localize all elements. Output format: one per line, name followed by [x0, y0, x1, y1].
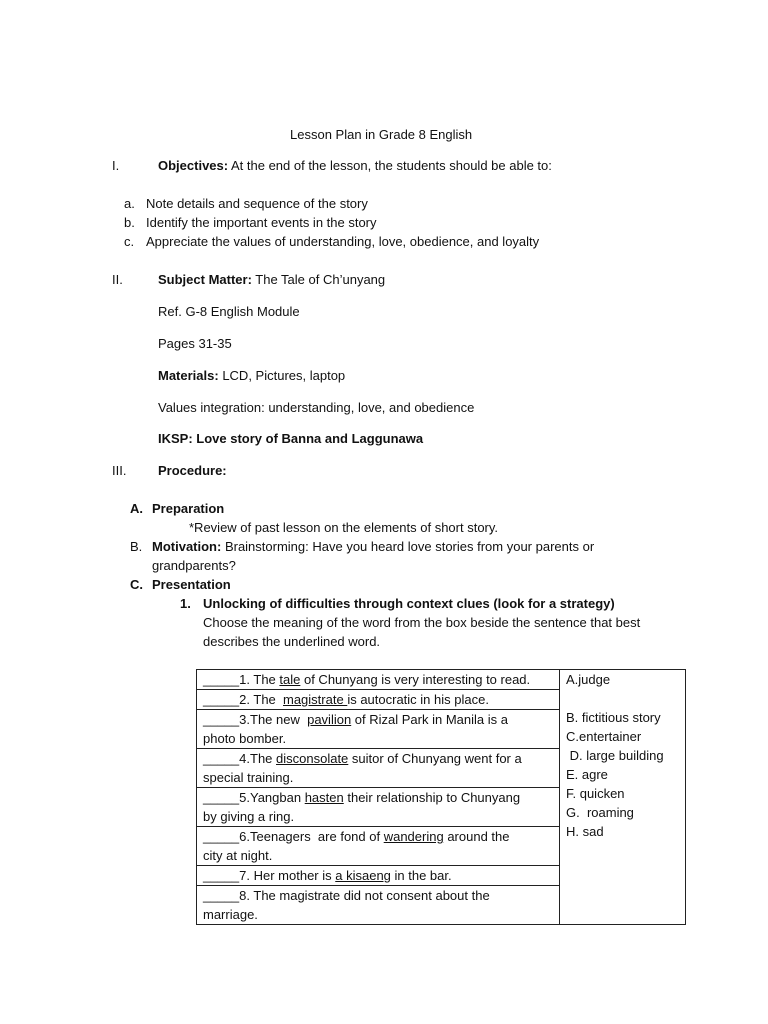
subject-number: II. [112, 272, 123, 287]
question-text: 3.The new [239, 712, 308, 727]
step1-label: Unlocking of difficulties through context clues (look for a strategy) [203, 596, 615, 611]
underlined-word: a kisaeng [335, 868, 391, 883]
procedure-a-label: Preparation [152, 501, 225, 516]
underlined-word: magistrate [283, 692, 348, 707]
question-cell [197, 866, 560, 886]
answer-blank[interactable]: _____ [203, 672, 240, 687]
question-cell [197, 670, 560, 690]
objectives-heading [158, 156, 552, 175]
motivation-text: Brainstorming: Have you heard love stories from your parents or [221, 539, 595, 554]
step1-instructions-line2: describes the underlined word. [203, 634, 381, 649]
objective-letter: c. [124, 234, 135, 249]
question-text-line2: special training. [203, 770, 294, 785]
objectives-text: At the end of the lesson, the students should be able to: [228, 158, 552, 173]
procedure-b-line1 [152, 537, 594, 556]
subject-text: The Tale of Ch’unyang [251, 272, 386, 287]
option-item: E. agre [566, 767, 608, 782]
answer-blank[interactable]: _____ [203, 868, 240, 883]
objective-text: Appreciate the values of understanding, love, obedience, and loyalty [146, 234, 540, 249]
question-text: suitor of Chunyang went for a [348, 751, 522, 766]
question-text: 8. The magistrate did not consent about the [239, 888, 490, 903]
answer-blank[interactable]: _____ [203, 751, 240, 766]
question-text: around the [443, 829, 510, 844]
option-spacer [566, 689, 679, 708]
question-cell [197, 788, 560, 827]
question-text: 5.Yangban [239, 790, 305, 805]
answer-blank[interactable]: _____ [203, 888, 240, 903]
question-text: 6.Teenagers are fond of [239, 829, 384, 844]
objectives-number: I. [112, 158, 120, 173]
option-item: B. fictitious story [566, 710, 661, 725]
objective-letter: b. [124, 215, 135, 230]
underlined-word: wandering [383, 829, 444, 844]
question-text-line2: city at night. [203, 848, 273, 863]
question-text: in the bar. [390, 868, 452, 883]
option-item: H. sad [566, 824, 604, 839]
underlined-word: tale [279, 672, 301, 687]
question-text: 7. Her mother is [239, 868, 336, 883]
subject-reference: Ref. G-8 English Module [158, 304, 300, 319]
question-text: of Rizal Park in Manila is a [351, 712, 508, 727]
subject-label: Subject Matter: [158, 272, 252, 287]
subject-pages: Pages 31-35 [158, 336, 232, 351]
option-item: A.judge [566, 672, 611, 687]
page-title: Lesson Plan in Grade 8 English [290, 127, 473, 142]
procedure-b-letter: B. [130, 539, 143, 554]
question-cell [197, 710, 560, 749]
procedure-heading: Procedure: [158, 463, 227, 478]
question-text: 4.The [239, 751, 277, 766]
option-item: C.entertainer [566, 729, 642, 744]
objective-text: Note details and sequence of the story [146, 196, 368, 211]
subject-materials [158, 366, 345, 385]
option-item: D. large building [566, 748, 664, 763]
procedure-a-text: *Review of past lesson on the elements of short story. [189, 520, 499, 535]
subject-iksp: IKSP: Love story of Banna and Laggunawa [158, 431, 424, 446]
question-text: their relationship to Chunyang [343, 790, 521, 805]
step1-instructions-line1: Choose the meaning of the word from the box beside the sentence that best [203, 615, 641, 630]
question-text-line2: marriage. [203, 907, 258, 922]
underlined-word: hasten [304, 790, 344, 805]
step1-number: 1. [180, 596, 191, 611]
option-item: F. quicken [566, 786, 625, 801]
answer-blank[interactable]: _____ [203, 692, 240, 707]
question-text: is autocratic in his place. [347, 692, 489, 707]
materials-label: Materials: [158, 368, 219, 383]
question-cell [197, 690, 560, 710]
underlined-word: pavilion [307, 712, 352, 727]
question-text: 1. The [239, 672, 280, 687]
subject-values: Values integration: understanding, love, and obedience [158, 400, 475, 415]
answer-blank[interactable]: _____ [203, 712, 240, 727]
question-text-line2: by giving a ring. [203, 809, 295, 824]
answer-blank[interactable]: _____ [203, 829, 240, 844]
answer-blank[interactable]: _____ [203, 790, 240, 805]
option-item: G. roaming [566, 805, 634, 820]
table-row [197, 670, 686, 690]
options-box [560, 670, 686, 925]
procedure-a-letter: A. [130, 501, 143, 516]
objective-item-b [124, 213, 377, 232]
materials-text: LCD, Pictures, laptop [218, 368, 346, 383]
objective-letter: a. [124, 196, 135, 211]
underlined-word: disconsolate [276, 751, 349, 766]
procedure-b-line2: grandparents? [152, 558, 236, 573]
motivation-label: Motivation: [152, 539, 222, 554]
vocabulary-table [196, 669, 686, 925]
objective-item-c [124, 232, 539, 251]
objective-text: Identify the important events in the story [146, 215, 377, 230]
objectives-label: Objectives: [158, 158, 229, 173]
procedure-number: III. [112, 463, 127, 478]
subject-heading [158, 270, 385, 289]
procedure-c-label: Presentation [152, 577, 231, 592]
procedure-c-letter: C. [130, 577, 143, 592]
question-cell [197, 886, 560, 925]
question-text: of Chunyang is very interesting to read. [300, 672, 531, 687]
question-cell [197, 749, 560, 788]
question-text: 2. The [239, 692, 283, 707]
question-cell [197, 827, 560, 866]
objective-item-a [124, 194, 368, 213]
question-text-line2: photo bomber. [203, 731, 287, 746]
